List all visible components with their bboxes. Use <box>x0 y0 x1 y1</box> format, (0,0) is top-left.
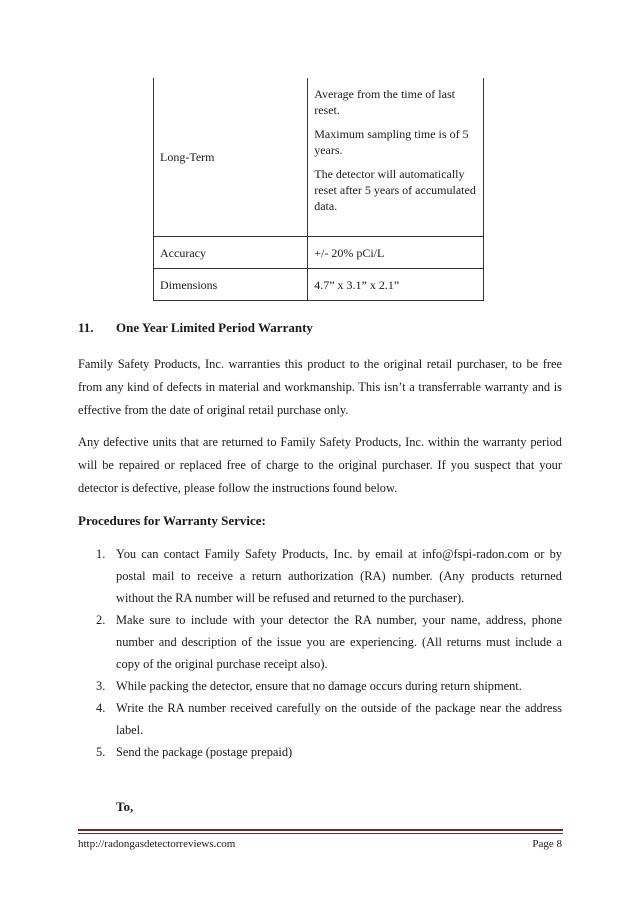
step-text: Send the package (postage prepaid) <box>116 745 293 759</box>
section-title: One Year Limited Period Warranty <box>116 320 313 335</box>
warranty-paragraph-2: Any defective units that are returned to Family Safety Products, Inc. within the warranty period will be repaired or replaced free of charge to the original purchaser. If you suspect that your detector is defective, please follow the instructions found below. <box>78 435 562 495</box>
long-term-detail-3: The detector will automatically reset after 5 years of accumulated data. <box>314 167 476 213</box>
list-item <box>96 609 562 675</box>
step-text: Make sure to include with your detector the RA number, your name, address, phone number and description of the issue you are experiencing. (All returns must include a copy of the original purchase receipt also). <box>116 613 562 671</box>
step-text: Write the RA number received carefully on the outside of the package near the address label. <box>116 701 562 737</box>
dimensions-label: Dimensions <box>154 269 308 301</box>
table-row-long-term <box>154 78 484 237</box>
list-item <box>96 675 562 697</box>
step-number: 4. <box>96 701 106 715</box>
step-number: 3. <box>96 679 106 693</box>
footer-divider <box>78 829 563 831</box>
footer-divider-thin <box>78 833 563 834</box>
list-item <box>96 741 562 763</box>
step-number: 1. <box>96 547 106 561</box>
step-number: 5. <box>96 745 106 759</box>
spec-table <box>153 78 484 301</box>
list-item <box>96 543 562 609</box>
table-row-accuracy <box>154 237 484 269</box>
list-item <box>96 697 562 741</box>
long-term-details <box>308 78 484 237</box>
step-text: You can contact Family Safety Products, Inc. by email at info@fspi-radon.com or by postal mail to receive a return authorization (RA) number. (Any products returned without the RA number will be refused and returned to the purchaser). <box>116 547 562 605</box>
procedures-heading: Procedures for Warranty Service: <box>78 513 266 528</box>
step-number: 2. <box>96 613 106 627</box>
accuracy-value: +/- 20% pCi/L <box>308 237 484 269</box>
accuracy-label: Accuracy <box>154 237 308 269</box>
long-term-label: Long-Term <box>154 78 308 237</box>
page-number: Page 8 <box>532 838 562 850</box>
address-to: To, <box>116 799 134 814</box>
procedure-steps <box>96 543 562 763</box>
long-term-detail-1: Average from the time of last reset. <box>314 87 455 117</box>
footer-url: http://radongasdetectorreviews.com <box>78 838 236 850</box>
warranty-paragraph-1: Family Safety Products, Inc. warranties this product to the original retail purchaser, to be free from any kind of defects in material and workmanship. This isn’t a transferrable warranty and is effective from the date of original retail purchase only. <box>78 357 562 417</box>
section-number: 11. <box>78 320 94 335</box>
section-heading <box>78 320 313 336</box>
dimensions-value: 4.7” x 3.1” x 2.1” <box>308 269 484 301</box>
table-row-dimensions <box>154 269 484 301</box>
step-text: While packing the detector, ensure that no damage occurs during return shipment. <box>116 679 522 693</box>
long-term-detail-2: Maximum sampling time is of 5 years. <box>314 127 469 157</box>
